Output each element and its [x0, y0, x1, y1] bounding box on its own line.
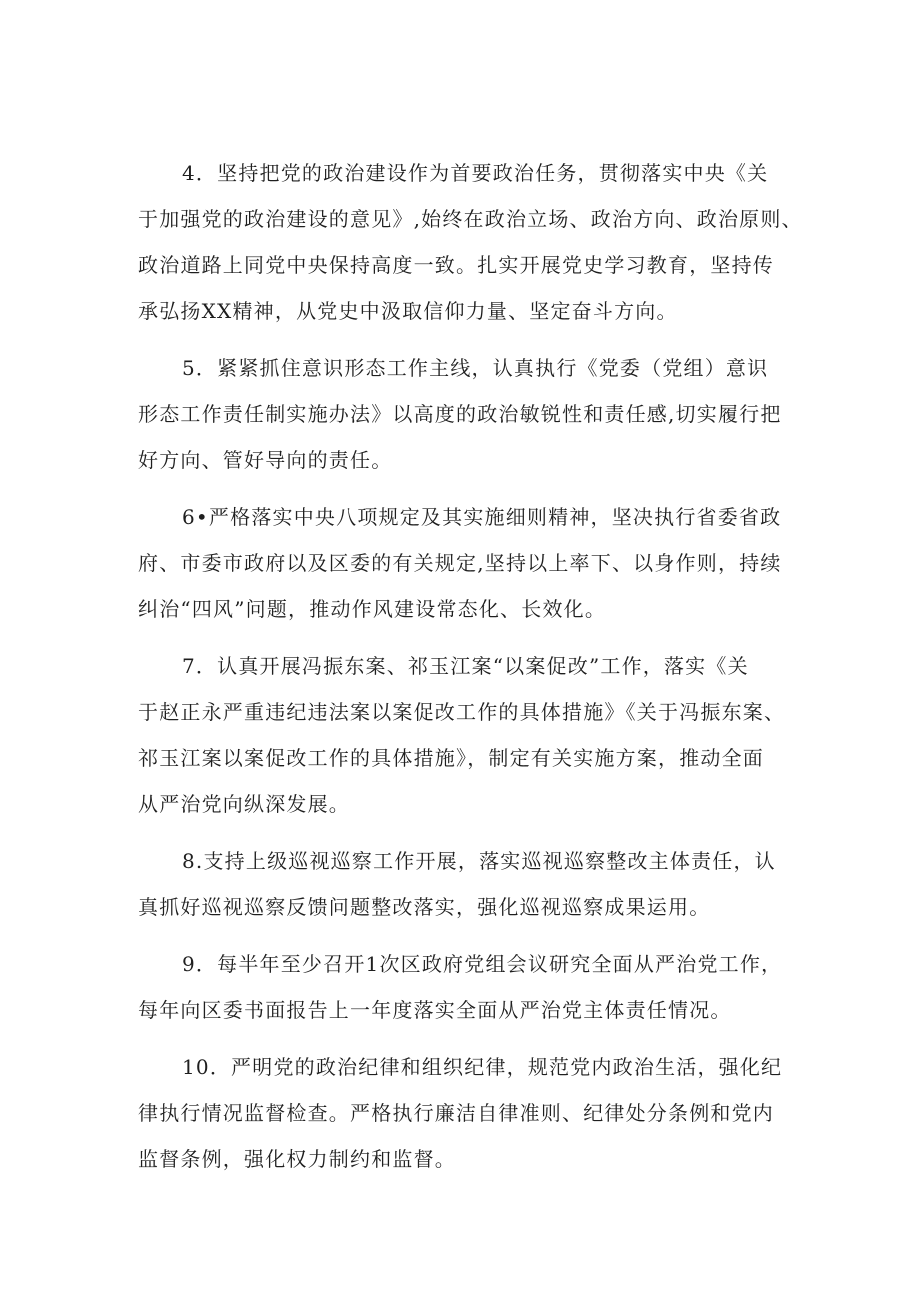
paragraph-item-6	[138, 494, 788, 632]
paragraph-item-4	[138, 150, 803, 334]
paragraph-item-8	[138, 838, 788, 930]
paragraph-line: 承弘扬XX精神，从党史中汲取信仰力量、坚定奋斗方向。	[138, 299, 678, 323]
paragraph-line: 于加强党的政治建设的意见》,始终在政治立场、政治方向、政治原则、	[138, 207, 803, 231]
paragraph-line: 4．坚持把党的政治建设作为首要政治任务，贯彻落实中央《关	[182, 161, 769, 185]
paragraph-line: 好方向、管好导向的责任。	[138, 448, 393, 472]
paragraph-line: 9．每半年至少召开1次区政府党组会议研究全面从严治党工作，	[182, 952, 783, 976]
paragraph-line: 府、市委市政府以及区委的有关规定,坚持以上率下、以身作则，持续	[138, 551, 782, 575]
paragraph-line: 5．紧紧抓住意识形态工作主线，认真执行《党委（党组）意识	[182, 356, 769, 380]
paragraph-line: 6•严格落实中央八项规定及其实施细则精神，坚决执行省委省政	[182, 505, 782, 529]
paragraph-line: 7．认真开展冯振东案、祁玉江案“以案促改”工作，落实《关	[182, 654, 749, 678]
paragraph-item-5	[138, 345, 788, 483]
paragraph-line: 纠治“四风”问题，推动作风建设常态化、长效化。	[138, 597, 607, 621]
paragraph-item-7	[138, 643, 788, 827]
paragraph-line: 从严治党向纵深发展。	[138, 792, 350, 816]
paragraph-line: 8.支持上级巡视巡察工作开展，落实巡视巡察整改主体责任，认	[182, 849, 776, 873]
paragraph-line: 政治道路上同党中央保持高度一致。扎实开展党史学习教育，坚持传	[138, 253, 774, 277]
paragraph-line: 形态工作责任制实施办法》以高度的政治敏锐性和责任感,切实履行把	[138, 402, 782, 426]
paragraph-line: 真抓好巡视巡察反馈问题整改落实，强化巡视巡察成果运用。	[138, 895, 711, 919]
document-body	[138, 150, 803, 1193]
paragraph-line: 每年向区委书面报告上一年度落实全面从严治党主体责任情况。	[138, 998, 732, 1022]
paragraph-line: 10．严明党的政治纪律和组织纪律，规范党内政治生活，强化纪	[182, 1055, 783, 1079]
paragraph-line: 于赵正永严重违纪违法案以案促改工作的具体措施》《关于冯振东案、	[138, 700, 786, 724]
paragraph-line: 祁玉江案以案促改工作的具体措施》，制定有关实施方案，推动全面	[138, 746, 764, 770]
paragraph-item-10	[138, 1044, 788, 1182]
paragraph-line: 律执行情况监督检查。严格执行廉洁自律准则、纪律处分条例和党内	[138, 1101, 774, 1125]
paragraph-item-9	[138, 941, 788, 1033]
paragraph-line: 监督条例，强化权力制约和监督。	[138, 1147, 456, 1171]
